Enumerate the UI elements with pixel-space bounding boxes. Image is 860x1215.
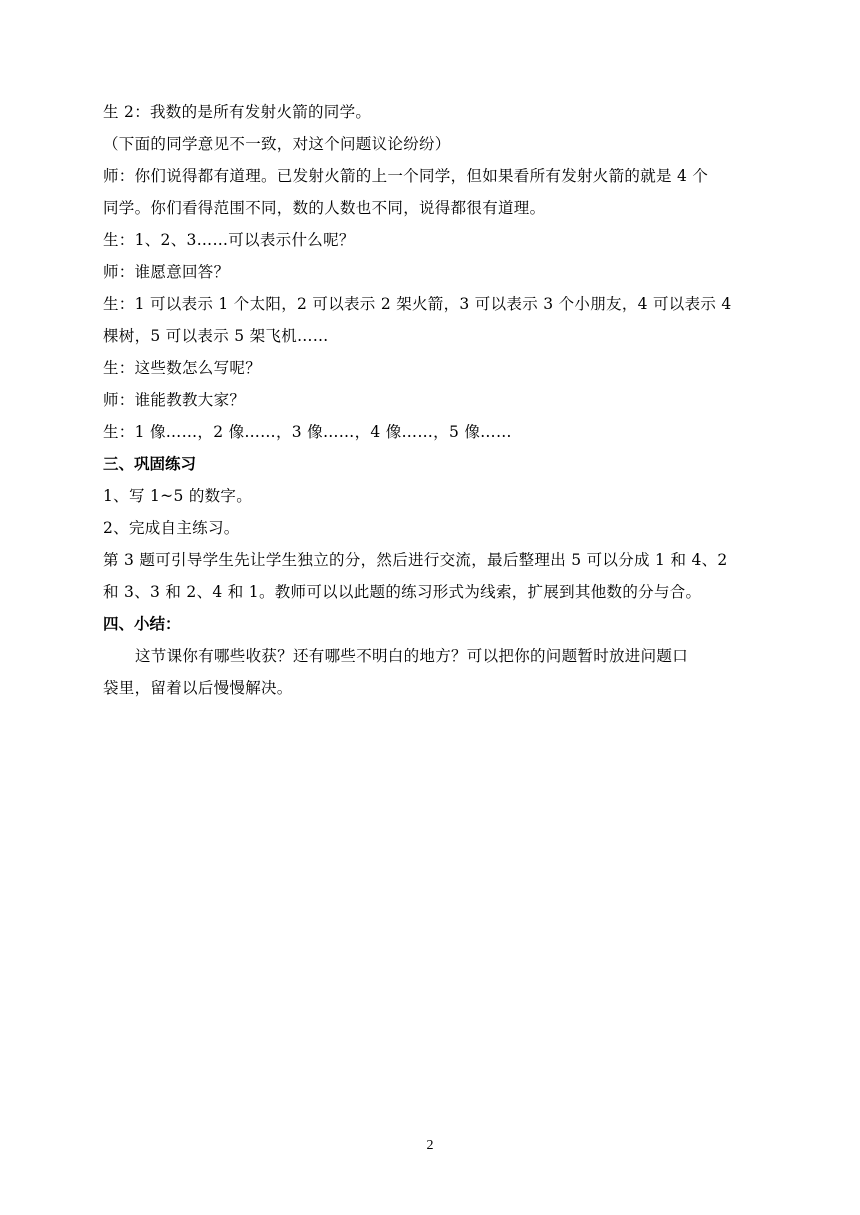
dialogue-line: 棵树，5 可以表示 5 架飞机…… <box>103 327 329 345</box>
dialogue-line: 师：你们说得都有道理。已发射火箭的上一个同学，但如果看所有发射火箭的就是 4 个 <box>103 167 709 185</box>
summary-line: 袋里，留着以后慢慢解决。 <box>103 679 293 697</box>
dialogue-line: 同学。你们看得范围不同，数的人数也不同，说得都很有道理。 <box>103 199 546 217</box>
practice-line: 第 3 题可引导学生先让学生独立的分，然后进行交流，最后整理出 5 可以分成 1 和 4、2 <box>103 551 728 569</box>
summary-line: 这节课你有哪些收获？还有哪些不明白的地方？可以把你的问题暂时放进问题口 <box>135 647 689 665</box>
section-heading-summary: 四、小结： <box>103 615 181 633</box>
page-number: 2 <box>426 1138 434 1153</box>
dialogue-line: 生：1 可以表示 1 个太阳，2 可以表示 2 架火箭，3 可以表示 3 个小朋友，4 可以表示 4 <box>103 295 732 313</box>
dialogue-line: 生：1、2、3……可以表示什么呢？ <box>103 231 355 249</box>
dialogue-line: 师：谁能教教大家？ <box>103 391 246 409</box>
dialogue-line: 生：1 像……，2 像……，3 像……，4 像……，5 像…… <box>103 423 512 441</box>
practice-line: 2、完成自主练习。 <box>103 519 240 537</box>
dialogue-line: 生：这些数怎么写呢？ <box>103 359 262 377</box>
document-body <box>103 96 763 704</box>
practice-line: 和 3、3 和 2、4 和 1。教师可以以此题的练习形式为线索，扩展到其他数的分与合。 <box>103 583 702 601</box>
dialogue-line: 师：谁愿意回答？ <box>103 263 230 281</box>
dialogue-line: 生 2：我数的是所有发射火箭的同学。 <box>103 103 372 121</box>
section-heading-practice: 三、巩固练习 <box>103 455 197 473</box>
practice-line: 1、写 1~5 的数字。 <box>103 487 253 505</box>
dialogue-line: （下面的同学意见不一致，对这个问题议论纷纷） <box>103 135 451 153</box>
